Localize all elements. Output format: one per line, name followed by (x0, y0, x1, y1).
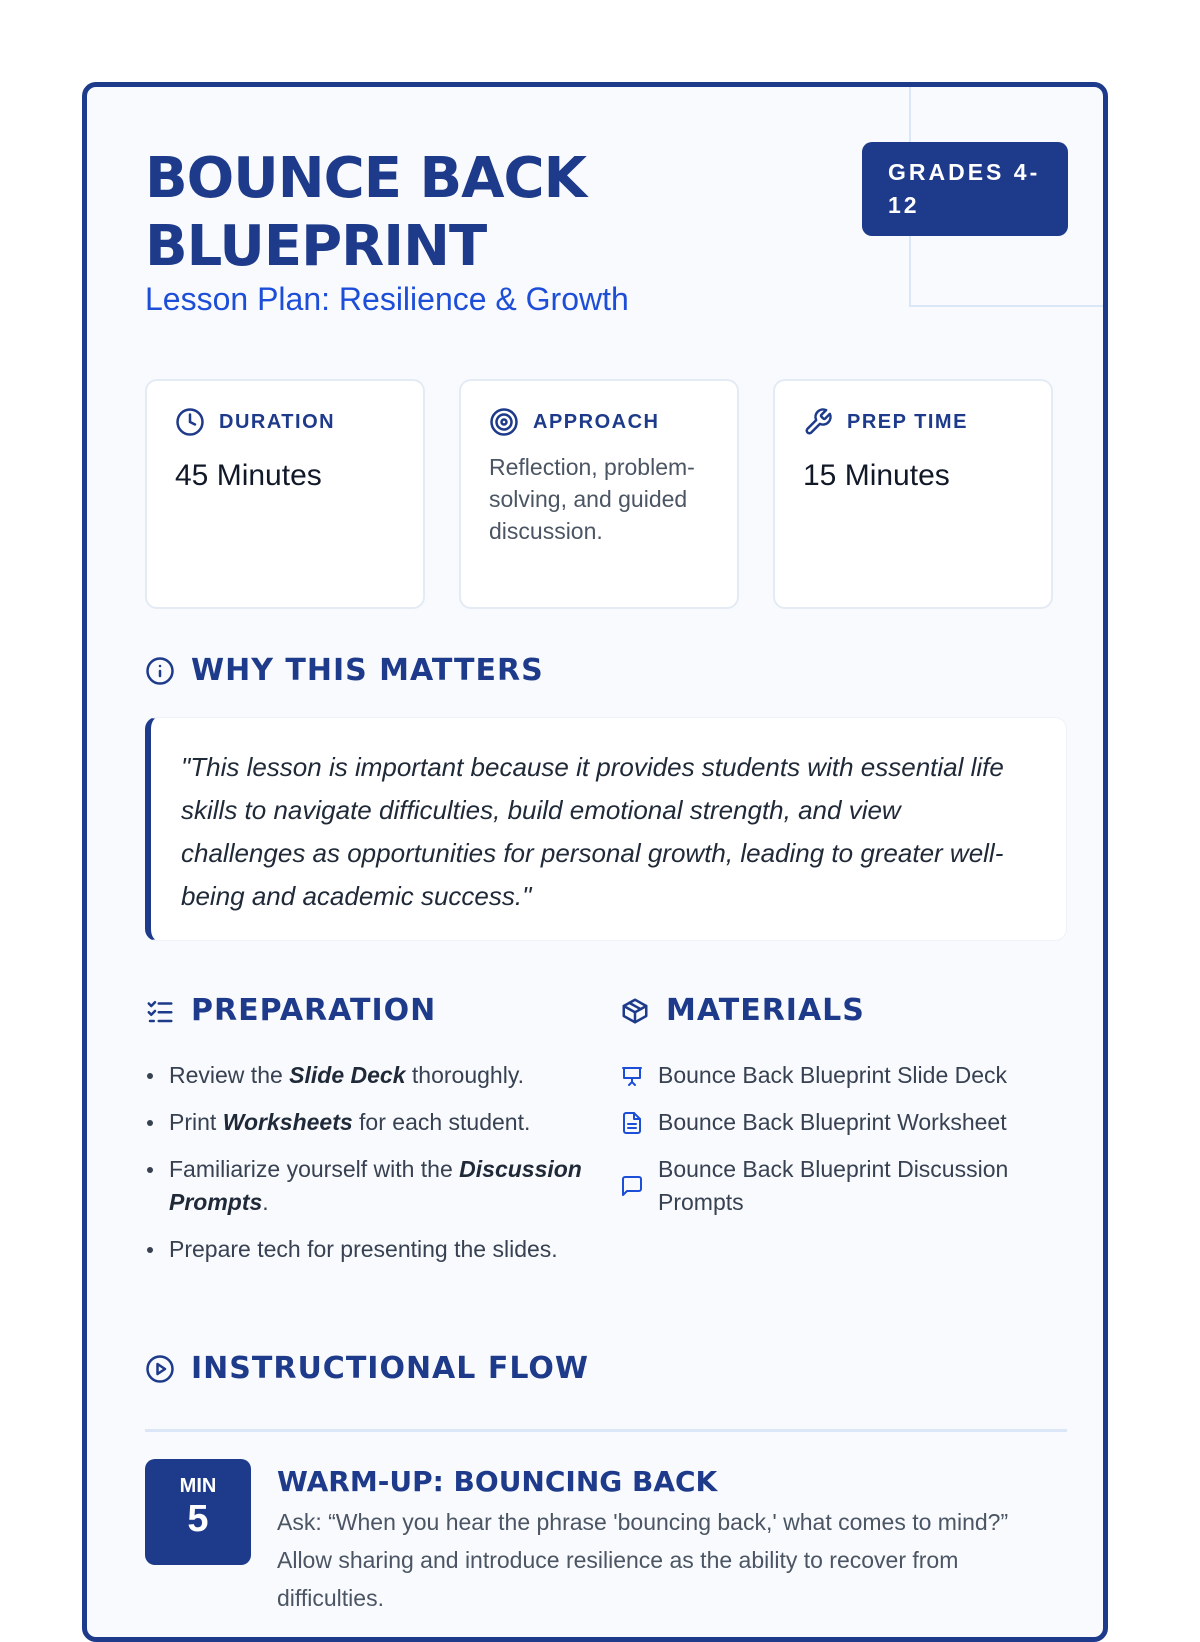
step-description: Ask: “When you hear the phrase 'bouncing back,' what comes to mind?” Allow sharing and introduce resilience as the ability to recover from difficulties. (277, 1509, 1009, 1611)
flow-heading (145, 1351, 589, 1386)
minutes-badge (145, 1459, 251, 1565)
materials-list (620, 1059, 1070, 1233)
duration-value: 45 Minutes (175, 459, 322, 492)
flow-title: INSTRUCTIONAL FLOW (191, 1351, 589, 1386)
page-subtitle: Lesson Plan: Resilience & Growth (145, 281, 629, 317)
why-heading (145, 653, 544, 688)
approach-value: Reflection, problem-solving, and guided discussion. (489, 454, 695, 544)
list-item: Prepare tech for presenting the slides. (145, 1233, 585, 1266)
document-icon (620, 1111, 644, 1135)
clock-icon (175, 407, 205, 437)
list-item: Bounce Back Blueprint Worksheet (620, 1106, 1070, 1139)
list-item: Bounce Back Blueprint Slide Deck (620, 1059, 1070, 1092)
step-title: WARM-UP: BOUNCING BACK (277, 1465, 718, 1498)
presentation-icon (620, 1064, 644, 1088)
duration-card (145, 379, 425, 609)
quote-box (145, 717, 1067, 941)
decorative-line (909, 305, 1108, 307)
materials-title: MATERIALS (666, 993, 865, 1028)
quote-text: "This lesson is important because it provides students with essential life skills to navigate difficulties, build emotional strength, and view challenges as opportunities for personal growth, leading to greater well-being and academic success." (181, 752, 1004, 911)
list-item: Familiarize yourself with the Discussion Prompts. (145, 1153, 585, 1219)
prep-time-label: PREP TIME (847, 410, 968, 433)
prep-time-card (773, 379, 1053, 609)
materials-heading (620, 993, 865, 1028)
minutes-label: MIN (179, 1475, 217, 1497)
approach-label: APPROACH (533, 410, 660, 433)
preparation-title: PREPARATION (191, 993, 437, 1028)
chat-icon (620, 1174, 644, 1198)
list-item: Bounce Back Blueprint Discussion Prompts (620, 1153, 1070, 1219)
prep-time-value: 15 Minutes (803, 459, 950, 492)
info-icon (145, 656, 175, 686)
wrench-icon (803, 407, 833, 437)
preparation-list (145, 1059, 585, 1280)
play-circle-icon (145, 1354, 175, 1384)
duration-label: DURATION (219, 410, 336, 433)
list-item: Review the Slide Deck thoroughly. (145, 1059, 585, 1092)
minutes-value: 5 (187, 1498, 209, 1540)
checklist-icon (145, 996, 175, 1026)
why-title: WHY THIS MATTERS (191, 653, 544, 688)
divider (145, 1429, 1067, 1432)
preparation-heading (145, 993, 436, 1028)
approach-card (459, 379, 739, 609)
lesson-plan-card (82, 82, 1108, 1642)
grade-badge: GRADES 4-12 (862, 142, 1068, 236)
list-item: Print Worksheets for each student. (145, 1106, 585, 1139)
target-icon (489, 407, 519, 437)
page-title: BOUNCE BACK BLUEPRINT (145, 146, 586, 279)
box-icon (620, 996, 650, 1026)
